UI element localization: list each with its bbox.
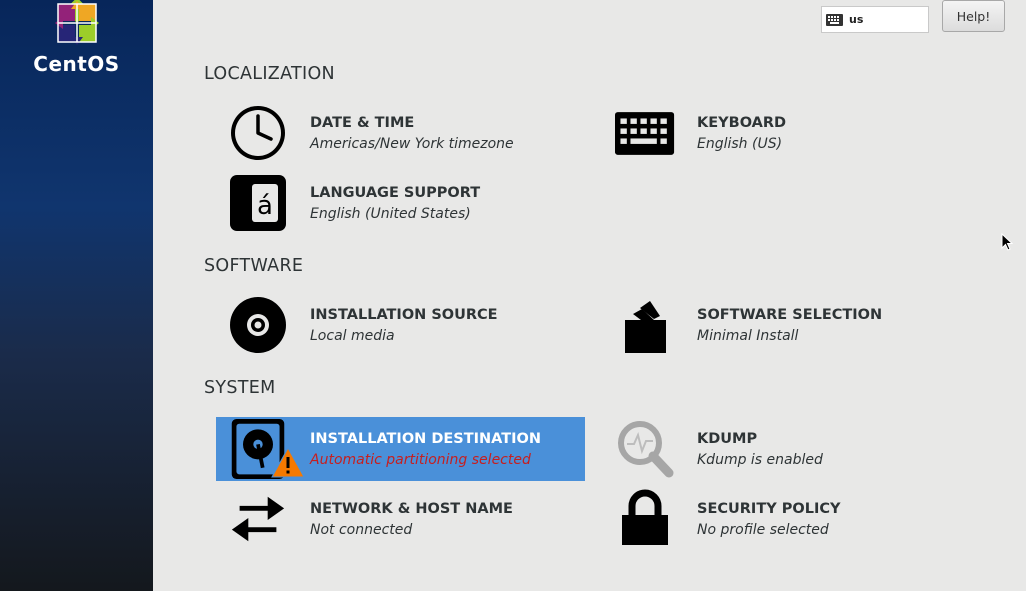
spoke-status: Automatic partitioning selected	[310, 452, 531, 468]
section-title-software: SOFTWARE	[204, 256, 304, 276]
spoke-keyboard[interactable]	[603, 101, 972, 165]
spoke-status: Americas/New York timezone	[310, 136, 514, 152]
spoke-date-time[interactable]	[216, 101, 585, 165]
spoke-security-policy[interactable]	[603, 487, 972, 551]
svg-text:á: á	[257, 191, 273, 221]
lock-icon	[618, 489, 672, 549]
spoke-title: INSTALLATION DESTINATION	[310, 431, 541, 447]
keyboard-layout-indicator[interactable]	[821, 6, 929, 33]
help-button[interactable]: Help!	[942, 0, 1005, 32]
magnifier-icon	[615, 419, 675, 479]
spoke-network-host-name[interactable]	[216, 487, 585, 551]
spoke-title: NETWORK & HOST NAME	[310, 501, 513, 517]
spoke-language-support[interactable]	[216, 171, 585, 235]
spoke-title: SOFTWARE SELECTION	[697, 307, 883, 323]
spoke-title: INSTALLATION SOURCE	[310, 307, 498, 323]
language-icon	[228, 173, 288, 233]
spoke-kdump[interactable]	[603, 417, 972, 481]
sidebar	[0, 0, 153, 591]
spoke-title: LANGUAGE SUPPORT	[310, 185, 481, 201]
spoke-status: Local media	[310, 328, 395, 344]
keyboard-small-icon	[826, 14, 843, 26]
package-icon	[620, 295, 670, 355]
installation-summary	[153, 0, 1026, 591]
spoke-status: Minimal Install	[697, 328, 799, 344]
section-title-system: SYSTEM	[204, 378, 276, 398]
spoke-status: Kdump is enabled	[697, 452, 823, 468]
spoke-status: English (US)	[697, 136, 783, 152]
brand-name: CentOS	[33, 52, 120, 76]
disc-icon	[228, 295, 288, 355]
spoke-title: KDUMP	[697, 431, 758, 447]
spoke-installation-source[interactable]	[216, 293, 585, 357]
warning-icon	[271, 447, 305, 479]
mouse-cursor-icon	[1001, 233, 1013, 251]
spoke-status: No profile selected	[697, 522, 829, 538]
section-title-localization: LOCALIZATION	[204, 64, 335, 84]
centos-logo-icon	[54, 0, 100, 46]
spoke-software-selection[interactable]	[603, 293, 972, 357]
spoke-title: DATE & TIME	[310, 115, 415, 131]
spoke-installation-destination[interactable]	[216, 417, 585, 481]
keyboard-icon	[615, 108, 675, 158]
spoke-status: Not connected	[310, 522, 413, 538]
spoke-title: SECURITY POLICY	[697, 501, 841, 517]
spoke-status: English (United States)	[310, 206, 471, 222]
clock-icon	[228, 103, 288, 163]
spoke-title: KEYBOARD	[697, 115, 787, 131]
keyboard-layout-label: us	[849, 13, 864, 26]
network-arrows-icon	[228, 489, 288, 549]
